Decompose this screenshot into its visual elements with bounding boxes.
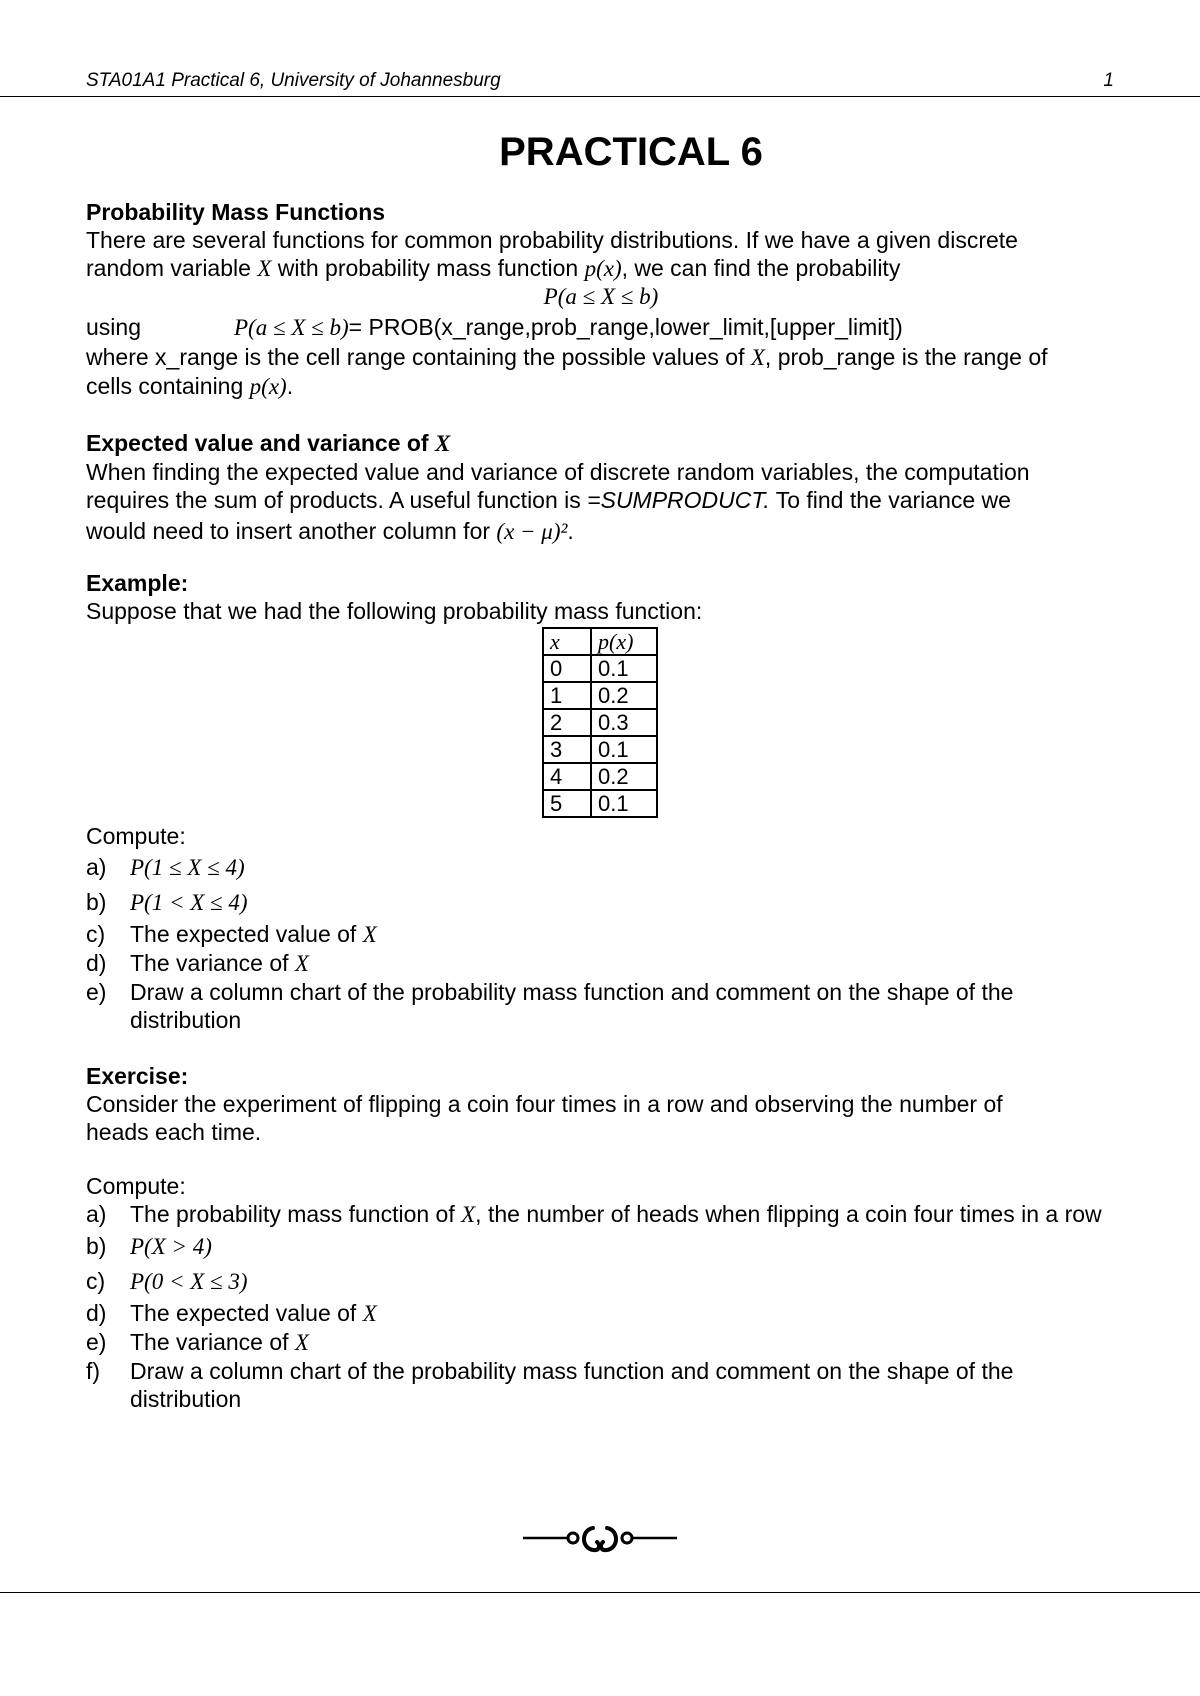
question-math: P(1 < X ≤ 4) [130, 890, 248, 915]
ev-paragraph-line3 [86, 514, 1116, 549]
prob-formula [234, 313, 903, 342]
question-math: X [294, 951, 309, 976]
table-cell-px: 0.1 [591, 736, 657, 763]
question-math: X [362, 1301, 377, 1326]
pmf-text: . [286, 373, 294, 399]
example-compute-label: Compute: [86, 823, 186, 849]
question-text: The expected value of [130, 921, 363, 947]
list-item [86, 978, 1116, 1034]
ev-text: requires the sum of products. A useful function is [86, 487, 588, 513]
question-key: e) [86, 1329, 107, 1355]
question-math: P(0 < X ≤ 3) [130, 1269, 248, 1294]
question-key: d) [86, 950, 107, 976]
page-header [0, 70, 1200, 97]
list-item [86, 885, 1116, 920]
question-key: b) [86, 1233, 107, 1259]
table-row [543, 790, 657, 817]
question-key: e) [86, 979, 107, 1005]
list-item [86, 949, 1116, 978]
table-cell-x: 5 [543, 790, 591, 817]
using-formula: = PROB(x_range,prob_range,lower_limit,[upper_limit]) [348, 314, 903, 340]
ev-heading-var: X [434, 431, 451, 456]
table-cell-x: 2 [543, 709, 591, 736]
table-row [543, 736, 657, 763]
example-heading: Example: [86, 570, 189, 596]
page-title: PRACTICAL 6 [499, 130, 763, 174]
table-cell-px: 0.2 [591, 763, 657, 790]
pmf-text: , prob_range is the range of [764, 344, 1048, 370]
table-cell-x: 1 [543, 682, 591, 709]
using-math: P(a ≤ X ≤ b) [234, 315, 349, 340]
pmf-text: random variable [86, 255, 258, 281]
list-item [86, 1299, 1116, 1328]
footer-divider [0, 1592, 1200, 1593]
using-label: using [86, 314, 141, 340]
exercise-heading: Exercise: [86, 1063, 189, 1089]
probability-expression: P(a ≤ X ≤ b) [543, 284, 659, 309]
list-item [86, 1264, 1116, 1299]
list-item [86, 1328, 1116, 1357]
question-text: , the number of heads when flipping a coin four times in a row [475, 1201, 1102, 1227]
ev-paragraph-line2 [86, 486, 1116, 514]
exercise-text-line2: heads each time. [86, 1119, 262, 1145]
question-text: The probability mass function of [130, 1201, 462, 1227]
table-row [543, 709, 657, 736]
math-px: p(x) [584, 256, 622, 281]
ev-text: . [567, 518, 574, 544]
question-key: a) [86, 1201, 107, 1227]
question-text: The expected value of [130, 1300, 363, 1326]
question-math: X [294, 1330, 309, 1355]
list-item [86, 920, 1116, 949]
ev-text: would need to insert another column for [86, 518, 497, 544]
table-cell-x: 4 [543, 763, 591, 790]
header-page-number: 1 [1103, 70, 1114, 91]
math-px: p(x) [249, 374, 287, 399]
table-cell-px: 0.2 [591, 682, 657, 709]
variance-expression: (x − μ)² [496, 519, 568, 544]
ev-heading-text: Expected value and variance of [86, 430, 435, 456]
question-key: f) [86, 1358, 101, 1384]
pmf-paragraph-line3 [86, 343, 1116, 372]
question-key: d) [86, 1300, 107, 1326]
pmf-table [542, 627, 658, 818]
list-item [86, 850, 1116, 885]
pmf-text: , we can find the probability [621, 255, 901, 281]
header-course-title: STA01A1 Practical 6, University of Johannesburg [86, 70, 501, 91]
sumproduct-function: =SUMPRODUCT. [587, 487, 770, 513]
exercise-text-line1: Consider the experiment of flipping a coin four times in a row and observing the number of [86, 1091, 1003, 1117]
pmf-paragraph-line4 [86, 372, 1116, 401]
table-cell-px: 0.1 [591, 790, 657, 817]
example-intro: Suppose that we had the following probability mass function: [86, 598, 703, 624]
table-header-px: p(x) [591, 628, 657, 655]
question-key: c) [86, 1268, 106, 1294]
table-row [543, 763, 657, 790]
exercise-compute-label: Compute: [86, 1173, 186, 1199]
question-text: Draw a column chart of the probability mass function and comment on the shape of the distribution [130, 979, 1014, 1033]
table-cell-px: 0.1 [591, 655, 657, 682]
question-text: The variance of [130, 950, 295, 976]
list-item [86, 1357, 1116, 1413]
math-var-x: X [257, 256, 272, 281]
pmf-text: with probability mass function [271, 255, 585, 281]
table-header-x: x [543, 628, 591, 655]
pmf-paragraph-line1: There are several functions for common probability distributions. If we have a given discrete [86, 227, 1018, 253]
ev-paragraph-line1: When finding the expected value and variance of discrete random variables, the computation [86, 459, 1030, 485]
pmf-text: where x_range is the cell range containing the possible values of [86, 344, 751, 370]
question-text: The variance of [130, 1329, 295, 1355]
question-key: c) [86, 921, 106, 947]
ev-text: To find the variance we [769, 487, 1011, 513]
example-questions [86, 850, 1116, 1034]
question-key: b) [86, 889, 107, 915]
page-content [86, 120, 1116, 1413]
exercise-questions [86, 1200, 1116, 1413]
pmf-text: cells containing [86, 373, 250, 399]
question-math: X [362, 922, 377, 947]
pmf-paragraph-line2 [86, 254, 1116, 283]
question-key: a) [86, 854, 107, 880]
table-cell-x: 3 [543, 736, 591, 763]
question-text: Draw a column chart of the probability mass function and comment on the shape of the distribution [130, 1358, 1014, 1412]
list-item [86, 1200, 1116, 1229]
table-header-row [543, 628, 657, 655]
ev-heading [86, 429, 1116, 458]
question-math: X [461, 1202, 476, 1227]
table-cell-px: 0.3 [591, 709, 657, 736]
table-row [543, 682, 657, 709]
question-math: P(1 ≤ X ≤ 4) [130, 855, 245, 880]
end-ornament-icon [523, 1518, 677, 1558]
list-item [86, 1229, 1116, 1264]
table-cell-x: 0 [543, 655, 591, 682]
math-var-x: X [750, 345, 765, 370]
table-row [543, 655, 657, 682]
question-math: P(X > 4) [130, 1234, 212, 1259]
using-formula-row [86, 311, 1116, 343]
pmf-heading: Probability Mass Functions [86, 199, 386, 225]
